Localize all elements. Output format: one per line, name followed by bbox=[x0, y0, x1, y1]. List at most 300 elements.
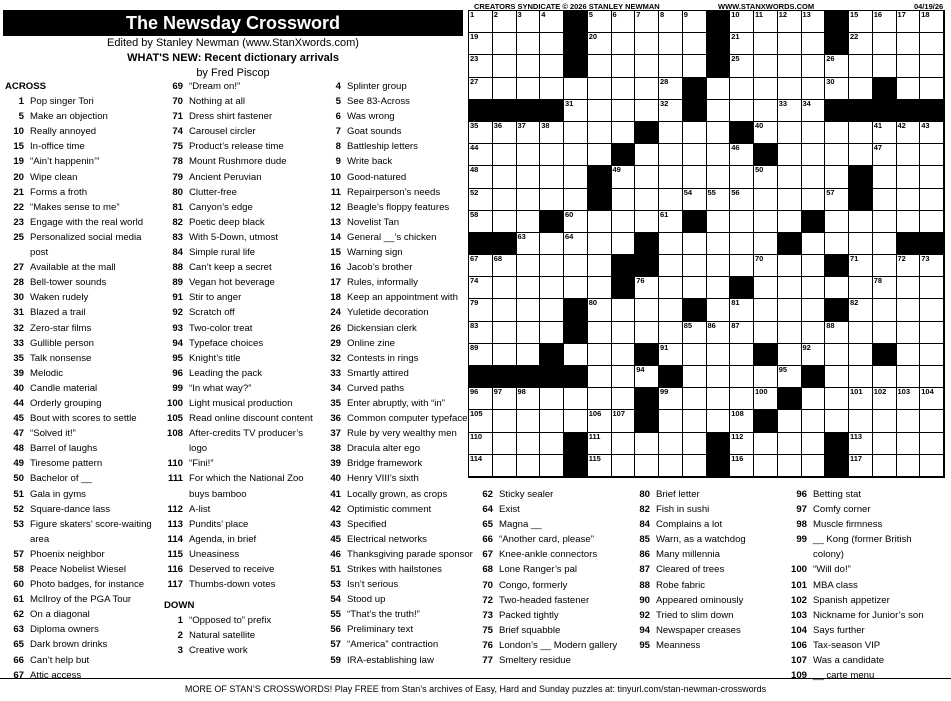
grid-cell[interactable] bbox=[659, 78, 683, 100]
grid-cell[interactable] bbox=[849, 455, 873, 477]
grid-cell[interactable] bbox=[707, 144, 731, 166]
grid-cell[interactable] bbox=[588, 144, 612, 166]
grid-cell[interactable] bbox=[707, 388, 731, 410]
grid-cell[interactable] bbox=[517, 211, 541, 233]
grid-cell[interactable] bbox=[920, 211, 944, 233]
grid-cell[interactable] bbox=[517, 166, 541, 188]
grid-cell[interactable] bbox=[493, 55, 517, 77]
grid-cell[interactable] bbox=[564, 144, 588, 166]
grid-cell[interactable] bbox=[493, 433, 517, 455]
grid-cell[interactable] bbox=[683, 55, 707, 77]
grid-cell[interactable] bbox=[754, 78, 778, 100]
grid-cell[interactable] bbox=[612, 433, 636, 455]
grid-cell[interactable] bbox=[588, 100, 612, 122]
grid-cell[interactable] bbox=[659, 277, 683, 299]
grid-cell[interactable] bbox=[825, 366, 849, 388]
grid-cell[interactable] bbox=[802, 277, 826, 299]
grid-cell[interactable] bbox=[540, 388, 564, 410]
grid-cell[interactable] bbox=[897, 33, 921, 55]
grid-cell[interactable] bbox=[754, 455, 778, 477]
grid-cell[interactable] bbox=[469, 33, 493, 55]
grid-cell[interactable] bbox=[469, 388, 493, 410]
grid-cell[interactable] bbox=[825, 277, 849, 299]
grid-cell[interactable] bbox=[540, 55, 564, 77]
grid-cell[interactable] bbox=[564, 255, 588, 277]
grid-cell[interactable] bbox=[730, 189, 754, 211]
grid-cell[interactable] bbox=[588, 455, 612, 477]
grid-cell[interactable] bbox=[920, 144, 944, 166]
grid-cell[interactable] bbox=[707, 233, 731, 255]
grid-cell[interactable] bbox=[493, 211, 517, 233]
grid-cell[interactable] bbox=[754, 388, 778, 410]
grid-cell[interactable] bbox=[825, 388, 849, 410]
grid-cell[interactable] bbox=[493, 11, 517, 33]
grid-cell[interactable] bbox=[873, 299, 897, 321]
grid-cell[interactable] bbox=[588, 122, 612, 144]
grid-cell[interactable] bbox=[849, 122, 873, 144]
grid-cell[interactable] bbox=[635, 55, 659, 77]
grid-cell[interactable] bbox=[897, 388, 921, 410]
grid-cell[interactable] bbox=[754, 55, 778, 77]
grid-cell[interactable] bbox=[730, 78, 754, 100]
grid-cell[interactable] bbox=[635, 211, 659, 233]
grid-cell[interactable] bbox=[730, 33, 754, 55]
grid-cell[interactable] bbox=[825, 344, 849, 366]
grid-cell[interactable] bbox=[683, 144, 707, 166]
grid-cell[interactable] bbox=[849, 366, 873, 388]
grid-cell[interactable] bbox=[564, 211, 588, 233]
grid-cell[interactable] bbox=[612, 455, 636, 477]
grid-cell[interactable] bbox=[849, 299, 873, 321]
grid-cell[interactable] bbox=[588, 433, 612, 455]
grid-cell[interactable] bbox=[517, 277, 541, 299]
grid-cell[interactable] bbox=[778, 211, 802, 233]
grid-cell[interactable] bbox=[612, 388, 636, 410]
grid-cell[interactable] bbox=[730, 233, 754, 255]
grid-cell[interactable] bbox=[493, 388, 517, 410]
grid-cell[interactable] bbox=[778, 189, 802, 211]
grid-cell[interactable] bbox=[469, 78, 493, 100]
grid-cell[interactable] bbox=[659, 344, 683, 366]
grid-cell[interactable] bbox=[659, 144, 683, 166]
grid-cell[interactable] bbox=[754, 11, 778, 33]
grid-cell[interactable] bbox=[659, 255, 683, 277]
grid-cell[interactable] bbox=[635, 166, 659, 188]
grid-cell[interactable] bbox=[612, 11, 636, 33]
grid-cell[interactable] bbox=[873, 255, 897, 277]
grid-cell[interactable] bbox=[754, 166, 778, 188]
grid-cell[interactable] bbox=[659, 388, 683, 410]
grid-cell[interactable] bbox=[683, 388, 707, 410]
grid-cell[interactable] bbox=[754, 100, 778, 122]
grid-cell[interactable] bbox=[659, 455, 683, 477]
grid-cell[interactable] bbox=[897, 189, 921, 211]
grid-cell[interactable] bbox=[849, 144, 873, 166]
grid-cell[interactable] bbox=[683, 344, 707, 366]
grid-cell[interactable] bbox=[517, 322, 541, 344]
grid-cell[interactable] bbox=[873, 366, 897, 388]
grid-cell[interactable] bbox=[754, 299, 778, 321]
grid-cell[interactable] bbox=[659, 211, 683, 233]
grid-cell[interactable] bbox=[517, 344, 541, 366]
grid-cell[interactable] bbox=[469, 211, 493, 233]
grid-cell[interactable] bbox=[754, 211, 778, 233]
grid-cell[interactable] bbox=[612, 78, 636, 100]
grid-cell[interactable] bbox=[683, 277, 707, 299]
grid-cell[interactable] bbox=[683, 322, 707, 344]
grid-cell[interactable] bbox=[469, 11, 493, 33]
grid-cell[interactable] bbox=[920, 322, 944, 344]
grid-cell[interactable] bbox=[612, 122, 636, 144]
grid-cell[interactable] bbox=[873, 233, 897, 255]
grid-cell[interactable] bbox=[588, 233, 612, 255]
grid-cell[interactable] bbox=[635, 144, 659, 166]
grid-cell[interactable] bbox=[849, 33, 873, 55]
grid-cell[interactable] bbox=[730, 299, 754, 321]
grid-cell[interactable] bbox=[754, 322, 778, 344]
grid-cell[interactable] bbox=[707, 166, 731, 188]
grid-cell[interactable] bbox=[897, 299, 921, 321]
grid-cell[interactable] bbox=[469, 433, 493, 455]
grid-cell[interactable] bbox=[849, 322, 873, 344]
grid-cell[interactable] bbox=[564, 78, 588, 100]
grid-cell[interactable] bbox=[754, 233, 778, 255]
grid-cell[interactable] bbox=[612, 166, 636, 188]
grid-cell[interactable] bbox=[517, 122, 541, 144]
grid-cell[interactable] bbox=[635, 277, 659, 299]
grid-cell[interactable] bbox=[588, 211, 612, 233]
grid-cell[interactable] bbox=[517, 388, 541, 410]
grid-cell[interactable] bbox=[612, 410, 636, 432]
grid-cell[interactable] bbox=[873, 388, 897, 410]
grid-cell[interactable] bbox=[493, 299, 517, 321]
grid-cell[interactable] bbox=[540, 322, 564, 344]
grid-cell[interactable] bbox=[564, 344, 588, 366]
grid-cell[interactable] bbox=[920, 189, 944, 211]
grid-cell[interactable] bbox=[825, 55, 849, 77]
grid-cell[interactable] bbox=[540, 299, 564, 321]
grid-cell[interactable] bbox=[707, 299, 731, 321]
grid-cell[interactable] bbox=[540, 189, 564, 211]
grid-cell[interactable] bbox=[493, 322, 517, 344]
grid-cell[interactable] bbox=[540, 144, 564, 166]
grid-cell[interactable] bbox=[778, 410, 802, 432]
grid-cell[interactable] bbox=[564, 277, 588, 299]
grid-cell[interactable] bbox=[659, 166, 683, 188]
grid-cell[interactable] bbox=[517, 144, 541, 166]
grid-cell[interactable] bbox=[683, 11, 707, 33]
grid-cell[interactable] bbox=[920, 255, 944, 277]
grid-cell[interactable] bbox=[730, 388, 754, 410]
grid-cell[interactable] bbox=[540, 233, 564, 255]
grid-cell[interactable] bbox=[612, 366, 636, 388]
grid-cell[interactable] bbox=[588, 344, 612, 366]
grid-cell[interactable] bbox=[707, 100, 731, 122]
grid-cell[interactable] bbox=[540, 410, 564, 432]
grid-cell[interactable] bbox=[469, 255, 493, 277]
grid-cell[interactable] bbox=[493, 410, 517, 432]
grid-cell[interactable] bbox=[849, 255, 873, 277]
grid-cell[interactable] bbox=[802, 166, 826, 188]
grid-cell[interactable] bbox=[897, 433, 921, 455]
grid-cell[interactable] bbox=[920, 78, 944, 100]
grid-cell[interactable] bbox=[469, 322, 493, 344]
grid-cell[interactable] bbox=[564, 100, 588, 122]
grid-cell[interactable] bbox=[849, 78, 873, 100]
grid-cell[interactable] bbox=[873, 433, 897, 455]
grid-cell[interactable] bbox=[493, 33, 517, 55]
grid-cell[interactable] bbox=[635, 189, 659, 211]
grid-cell[interactable] bbox=[493, 189, 517, 211]
grid-cell[interactable] bbox=[588, 410, 612, 432]
grid-cell[interactable] bbox=[707, 122, 731, 144]
grid-cell[interactable] bbox=[873, 211, 897, 233]
grid-cell[interactable] bbox=[517, 11, 541, 33]
grid-cell[interactable] bbox=[849, 277, 873, 299]
grid-cell[interactable] bbox=[778, 455, 802, 477]
grid-cell[interactable] bbox=[897, 11, 921, 33]
grid-cell[interactable] bbox=[920, 166, 944, 188]
grid-cell[interactable] bbox=[517, 189, 541, 211]
grid-cell[interactable] bbox=[897, 122, 921, 144]
grid-cell[interactable] bbox=[588, 78, 612, 100]
grid-cell[interactable] bbox=[588, 11, 612, 33]
grid-cell[interactable] bbox=[778, 11, 802, 33]
grid-cell[interactable] bbox=[778, 433, 802, 455]
grid-cell[interactable] bbox=[659, 11, 683, 33]
grid-cell[interactable] bbox=[635, 11, 659, 33]
grid-cell[interactable] bbox=[849, 410, 873, 432]
grid-cell[interactable] bbox=[802, 33, 826, 55]
grid-cell[interactable] bbox=[897, 211, 921, 233]
grid-cell[interactable] bbox=[635, 455, 659, 477]
grid-cell[interactable] bbox=[754, 433, 778, 455]
grid-cell[interactable] bbox=[517, 433, 541, 455]
grid-cell[interactable] bbox=[707, 255, 731, 277]
grid-cell[interactable] bbox=[564, 166, 588, 188]
grid-cell[interactable] bbox=[730, 55, 754, 77]
grid-cell[interactable] bbox=[730, 322, 754, 344]
grid-cell[interactable] bbox=[707, 78, 731, 100]
grid-cell[interactable] bbox=[683, 33, 707, 55]
grid-cell[interactable] bbox=[730, 100, 754, 122]
grid-cell[interactable] bbox=[469, 144, 493, 166]
grid-cell[interactable] bbox=[493, 78, 517, 100]
grid-cell[interactable] bbox=[802, 255, 826, 277]
grid-cell[interactable] bbox=[635, 78, 659, 100]
grid-cell[interactable] bbox=[802, 433, 826, 455]
grid-cell[interactable] bbox=[920, 410, 944, 432]
grid-cell[interactable] bbox=[469, 299, 493, 321]
grid-cell[interactable] bbox=[588, 299, 612, 321]
grid-cell[interactable] bbox=[493, 255, 517, 277]
grid-cell[interactable] bbox=[588, 277, 612, 299]
grid-cell[interactable] bbox=[659, 410, 683, 432]
grid-cell[interactable] bbox=[920, 122, 944, 144]
grid-cell[interactable] bbox=[778, 277, 802, 299]
grid-cell[interactable] bbox=[540, 433, 564, 455]
grid-cell[interactable] bbox=[493, 455, 517, 477]
grid-cell[interactable] bbox=[659, 33, 683, 55]
grid-cell[interactable] bbox=[469, 410, 493, 432]
grid-cell[interactable] bbox=[612, 233, 636, 255]
grid-cell[interactable] bbox=[707, 189, 731, 211]
grid-cell[interactable] bbox=[707, 344, 731, 366]
grid-cell[interactable] bbox=[588, 322, 612, 344]
grid-cell[interactable] bbox=[635, 322, 659, 344]
grid-cell[interactable] bbox=[849, 233, 873, 255]
grid-cell[interactable] bbox=[802, 388, 826, 410]
grid-cell[interactable] bbox=[897, 322, 921, 344]
grid-cell[interactable] bbox=[825, 211, 849, 233]
grid-cell[interactable] bbox=[778, 344, 802, 366]
grid-cell[interactable] bbox=[612, 211, 636, 233]
grid-cell[interactable] bbox=[825, 78, 849, 100]
grid-cell[interactable] bbox=[540, 277, 564, 299]
grid-cell[interactable] bbox=[469, 189, 493, 211]
grid-cell[interactable] bbox=[754, 366, 778, 388]
grid-cell[interactable] bbox=[920, 277, 944, 299]
grid-cell[interactable] bbox=[849, 388, 873, 410]
grid-cell[interactable] bbox=[683, 122, 707, 144]
grid-cell[interactable] bbox=[802, 144, 826, 166]
grid-cell[interactable] bbox=[683, 255, 707, 277]
grid-cell[interactable] bbox=[659, 233, 683, 255]
grid-cell[interactable] bbox=[707, 211, 731, 233]
grid-cell[interactable] bbox=[612, 299, 636, 321]
grid-cell[interactable] bbox=[873, 277, 897, 299]
grid-cell[interactable] bbox=[683, 433, 707, 455]
grid-cell[interactable] bbox=[683, 455, 707, 477]
grid-cell[interactable] bbox=[540, 78, 564, 100]
grid-cell[interactable] bbox=[469, 55, 493, 77]
grid-cell[interactable] bbox=[778, 100, 802, 122]
grid-cell[interactable] bbox=[659, 55, 683, 77]
grid-cell[interactable] bbox=[612, 55, 636, 77]
grid-cell[interactable] bbox=[754, 189, 778, 211]
grid-cell[interactable] bbox=[920, 55, 944, 77]
grid-cell[interactable] bbox=[707, 410, 731, 432]
grid-cell[interactable] bbox=[683, 189, 707, 211]
grid-cell[interactable] bbox=[897, 144, 921, 166]
grid-cell[interactable] bbox=[493, 122, 517, 144]
grid-cell[interactable] bbox=[873, 166, 897, 188]
grid-cell[interactable] bbox=[730, 344, 754, 366]
grid-cell[interactable] bbox=[659, 322, 683, 344]
grid-cell[interactable] bbox=[849, 55, 873, 77]
grid-cell[interactable] bbox=[517, 55, 541, 77]
grid-cell[interactable] bbox=[612, 189, 636, 211]
grid-cell[interactable] bbox=[802, 189, 826, 211]
grid-cell[interactable] bbox=[612, 100, 636, 122]
grid-cell[interactable] bbox=[802, 299, 826, 321]
grid-cell[interactable] bbox=[588, 55, 612, 77]
grid-cell[interactable] bbox=[825, 189, 849, 211]
grid-cell[interactable] bbox=[754, 255, 778, 277]
grid-cell[interactable] bbox=[897, 166, 921, 188]
grid-cell[interactable] bbox=[588, 388, 612, 410]
grid-cell[interactable] bbox=[873, 189, 897, 211]
grid-cell[interactable] bbox=[517, 255, 541, 277]
grid-cell[interactable] bbox=[897, 277, 921, 299]
grid-cell[interactable] bbox=[659, 189, 683, 211]
grid-cell[interactable] bbox=[564, 388, 588, 410]
grid-cell[interactable] bbox=[517, 455, 541, 477]
grid-cell[interactable] bbox=[517, 299, 541, 321]
grid-cell[interactable] bbox=[778, 322, 802, 344]
grid-cell[interactable] bbox=[493, 277, 517, 299]
grid-cell[interactable] bbox=[730, 366, 754, 388]
grid-cell[interactable] bbox=[802, 322, 826, 344]
grid-cell[interactable] bbox=[683, 233, 707, 255]
grid-cell[interactable] bbox=[564, 410, 588, 432]
grid-cell[interactable] bbox=[920, 366, 944, 388]
grid-cell[interactable] bbox=[517, 233, 541, 255]
grid-cell[interactable] bbox=[778, 144, 802, 166]
grid-cell[interactable] bbox=[897, 366, 921, 388]
grid-cell[interactable] bbox=[920, 455, 944, 477]
grid-cell[interactable] bbox=[754, 33, 778, 55]
grid-cell[interactable] bbox=[469, 166, 493, 188]
grid-cell[interactable] bbox=[778, 55, 802, 77]
grid-cell[interactable] bbox=[612, 33, 636, 55]
grid-cell[interactable] bbox=[873, 55, 897, 77]
grid-cell[interactable] bbox=[897, 344, 921, 366]
grid-cell[interactable] bbox=[849, 344, 873, 366]
grid-cell[interactable] bbox=[612, 344, 636, 366]
grid-cell[interactable] bbox=[493, 344, 517, 366]
grid-cell[interactable] bbox=[540, 33, 564, 55]
grid-cell[interactable] bbox=[730, 166, 754, 188]
grid-cell[interactable] bbox=[897, 410, 921, 432]
grid-cell[interactable] bbox=[730, 410, 754, 432]
grid-cell[interactable] bbox=[683, 166, 707, 188]
grid-cell[interactable] bbox=[540, 166, 564, 188]
grid-cell[interactable] bbox=[802, 233, 826, 255]
grid-cell[interactable] bbox=[659, 122, 683, 144]
grid-cell[interactable] bbox=[564, 122, 588, 144]
grid-cell[interactable] bbox=[873, 33, 897, 55]
grid-cell[interactable] bbox=[897, 455, 921, 477]
grid-cell[interactable] bbox=[707, 277, 731, 299]
grid-cell[interactable] bbox=[730, 255, 754, 277]
grid-cell[interactable] bbox=[730, 11, 754, 33]
grid-cell[interactable] bbox=[920, 299, 944, 321]
grid-cell[interactable] bbox=[588, 366, 612, 388]
grid-cell[interactable] bbox=[659, 100, 683, 122]
grid-cell[interactable] bbox=[873, 455, 897, 477]
grid-cell[interactable] bbox=[754, 122, 778, 144]
grid-cell[interactable] bbox=[920, 388, 944, 410]
grid-cell[interactable] bbox=[564, 189, 588, 211]
grid-cell[interactable] bbox=[778, 122, 802, 144]
grid-cell[interactable] bbox=[825, 166, 849, 188]
grid-cell[interactable] bbox=[825, 144, 849, 166]
grid-cell[interactable] bbox=[635, 433, 659, 455]
grid-cell[interactable] bbox=[825, 410, 849, 432]
grid-cell[interactable] bbox=[683, 366, 707, 388]
grid-cell[interactable] bbox=[540, 122, 564, 144]
grid-cell[interactable] bbox=[897, 255, 921, 277]
grid-cell[interactable] bbox=[802, 11, 826, 33]
grid-cell[interactable] bbox=[540, 455, 564, 477]
grid-cell[interactable] bbox=[778, 78, 802, 100]
grid-cell[interactable] bbox=[802, 55, 826, 77]
grid-cell[interactable] bbox=[802, 410, 826, 432]
grid-cell[interactable] bbox=[873, 410, 897, 432]
grid-cell[interactable] bbox=[778, 366, 802, 388]
grid-cell[interactable] bbox=[517, 410, 541, 432]
